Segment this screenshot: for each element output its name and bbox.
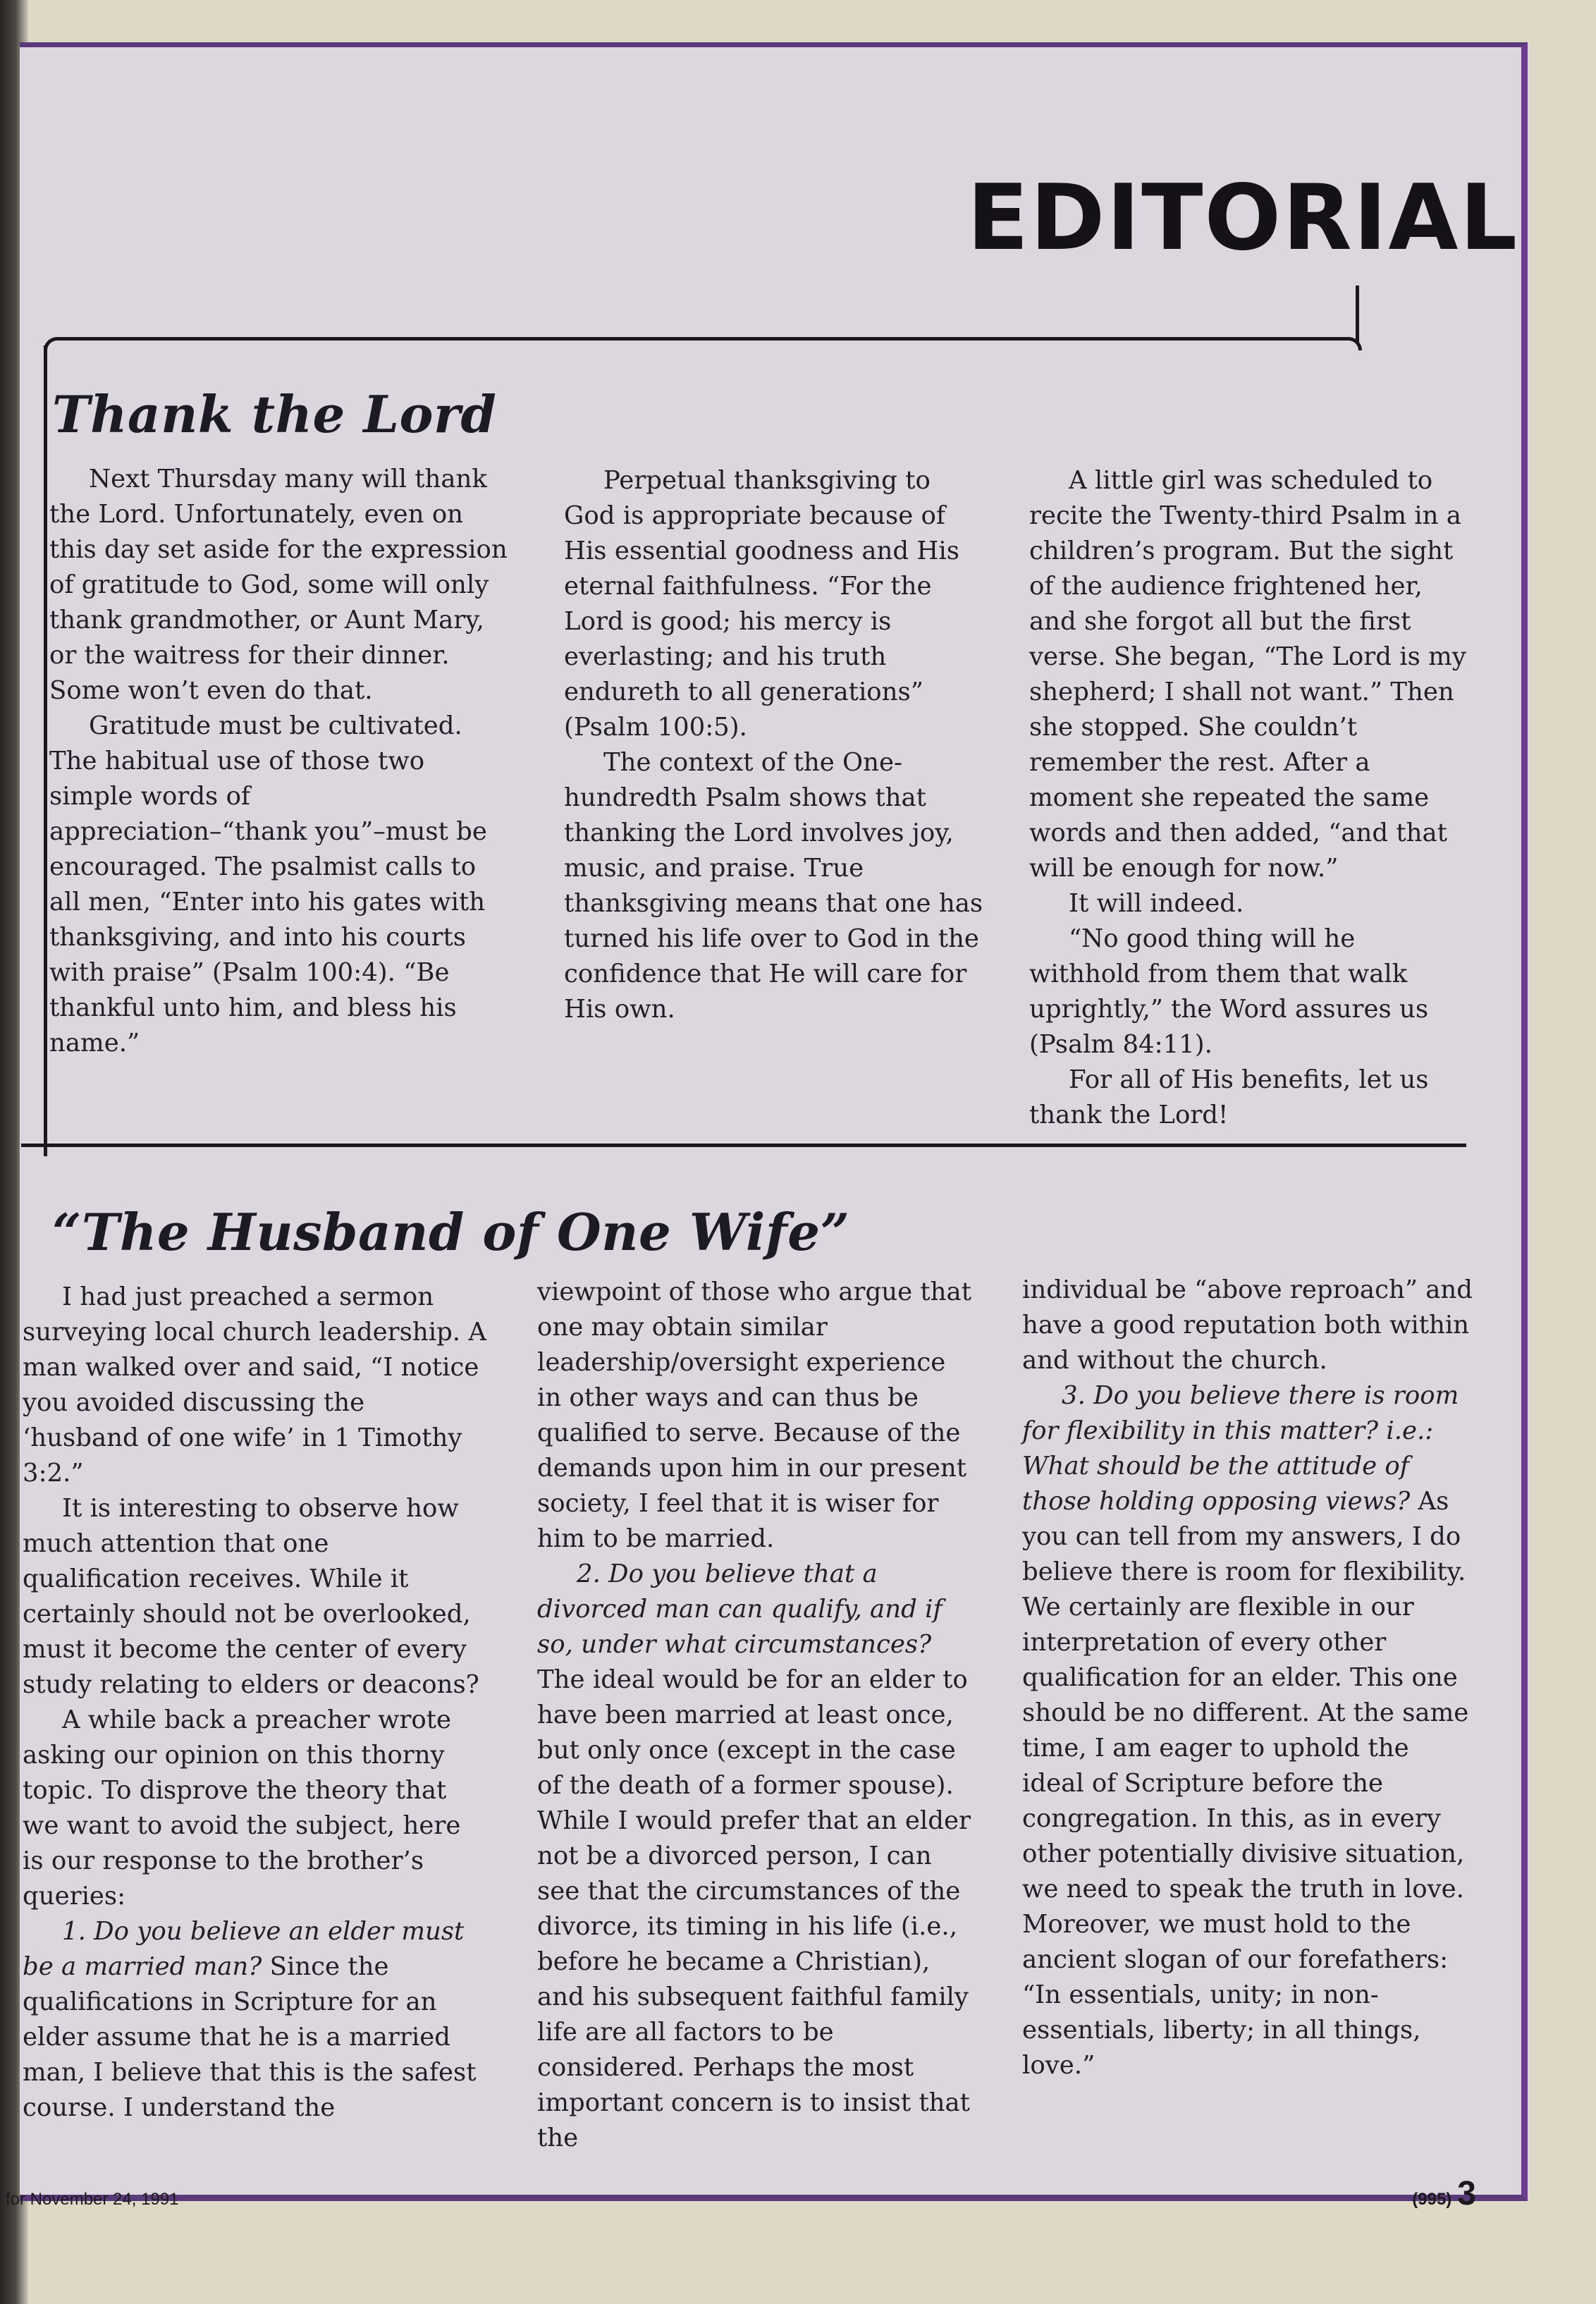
paragraph: Perpetual thanksgiving to God is appropriate because of His essential goodness and His eternal faithfulness. “For the Lord is good; his mercy is everlasting; and his truth endureth to all generations” (Psalm 100:5).	[564, 466, 959, 742]
paragraph: For all of His benefits, let us thank the Lord!	[1029, 1065, 1429, 1129]
article1-column-1	[49, 462, 508, 1061]
question-2: 2. Do you believe that a divorced man can qualify, and if so, under what circumstances?	[537, 1560, 943, 1659]
paragraph: “No good thing will he withhold from them that walk uprightly,” the Word assures us (Psalm 84:11).	[1029, 924, 1429, 1059]
paragraph: The context of the One-hundredth Psalm shows that thanking the Lord involves joy, music, and praise. True thanksgiving means that one has turned his life over to God in the confidence that He will care for His own.	[564, 748, 983, 1024]
paragraph: It will indeed.	[1069, 889, 1244, 918]
question-3-paragraph	[1022, 1378, 1473, 2083]
paragraph: A while back a preacher wrote asking our opinion on this thorny topic. To disprove the theory that we want to avoid the subject, here is our response to the brother’s queries:	[23, 1705, 461, 1911]
article1-column-3	[1029, 463, 1473, 1133]
paragraph: A little girl was scheduled to recite the Twenty-third Psalm in a children’s program. But the sight of the audience frightened her, and she forgot all but the first verse. She began, “The Lord is my shepherd; I shall not want.” Then she stopped. She couldn’t remember the rest. After a moment she repeated the same words and then added, “and that will be enough for now.”	[1029, 466, 1466, 883]
article2-column-3	[1022, 1273, 1473, 2083]
editorial-masthead: EDITORIAL	[966, 166, 1518, 271]
issue-page-code: (995)	[1412, 2190, 1452, 2209]
answer-2-continued: individual be “above reproach” and have a good reputation both within and without the church.	[1022, 1275, 1473, 1375]
paragraph: It is interesting to observe how much attention that one qualification receives. While it certainly should not be overlooked, must it become the center of every study relating to elders or deacons?	[23, 1494, 479, 1699]
article1-title: Thank the Lord	[52, 384, 497, 444]
paragraph: Gratitude must be cultivated. The habitual use of those two simple words of appreciation–“thank you”–must be encouraged. The psalmist calls to all men, “Enter into his gates with thanksgiving, and into his courts with praise” (Psalm 100:4). “Be thankful unto him, and bless his name.”	[49, 711, 487, 1058]
masthead-stem-line	[1356, 286, 1359, 342]
masthead-frame-line	[44, 337, 1362, 350]
answer-1-continued: viewpoint of those who argue that one may obtain similar leadership/oversight experience in other ways and can thus be qualified to serve. Because of the demands upon him in our present society, I feel that it is wiser for him to be married.	[537, 1277, 971, 1553]
question-1: 1. Do you believe an elder must be a married man?	[23, 1917, 465, 1981]
article2-title: “The Husband of One Wife”	[52, 1202, 850, 1262]
question-2-paragraph	[537, 1557, 974, 2156]
answer-3: As you can tell from my answers, I do believe there is room for flexibility. We certainly are flexible in our interpretation of every other qualification for an elder. This one should be no different. At the same time, I am eager to uphold the ideal of Scripture before the congregation. In this, as in every other potentially divisive situation, we need to speak the truth in love. Moreover, we must hold to the ancient slogan of our forefathers: “In essentials, unity; in non-essentials, liberty; in all things, love.”	[1022, 1487, 1469, 2080]
page-number: 3	[1457, 2175, 1476, 2212]
answer-2: The ideal would be for an elder to have been married at least once, but only once (except in the case of the death of a former spouse). While I would prefer that an elder not be a divorced person, I can see that the circumstances of the divorce, its timing in his life (i.e., before he became a Christian), and his subsequent faithful family life are all factors to be considered. Perhaps the most important concern is to insist that the	[537, 1665, 971, 2152]
article2-column-2	[537, 1275, 974, 2156]
article1-column-2	[564, 463, 987, 1027]
paragraph: I had just preached a sermon surveying local church leadership. A man walked over and said, “I notice you avoided discussing the ‘husband of one wife’ in 1 Timothy 3:2.”	[23, 1282, 487, 1488]
section-divider	[21, 1144, 1466, 1147]
question-3: 3. Do you believe there is room for flexibility in this matter? i.e.: What should be the attitude of those holding opposing views?	[1022, 1381, 1459, 1516]
paragraph: Next Thursday many will thank the Lord. Unfortunately, even on this day set aside for the expression of gratitude to God, some will only thank grandmother, or Aunt Mary, or the waitress for their dinner. Some won’t even do that.	[49, 465, 508, 705]
issue-date: for November 24, 1991	[6, 2190, 179, 2209]
article2-column-1	[23, 1280, 488, 2126]
question-1-paragraph	[23, 1914, 488, 2126]
answer-1: Since the qualifications in Scripture for an elder assume that he is a married man, I believe that this is the safest course. I understand the	[23, 1952, 477, 2122]
article1-left-rule	[44, 345, 47, 1156]
page-footer	[1412, 2174, 1476, 2213]
